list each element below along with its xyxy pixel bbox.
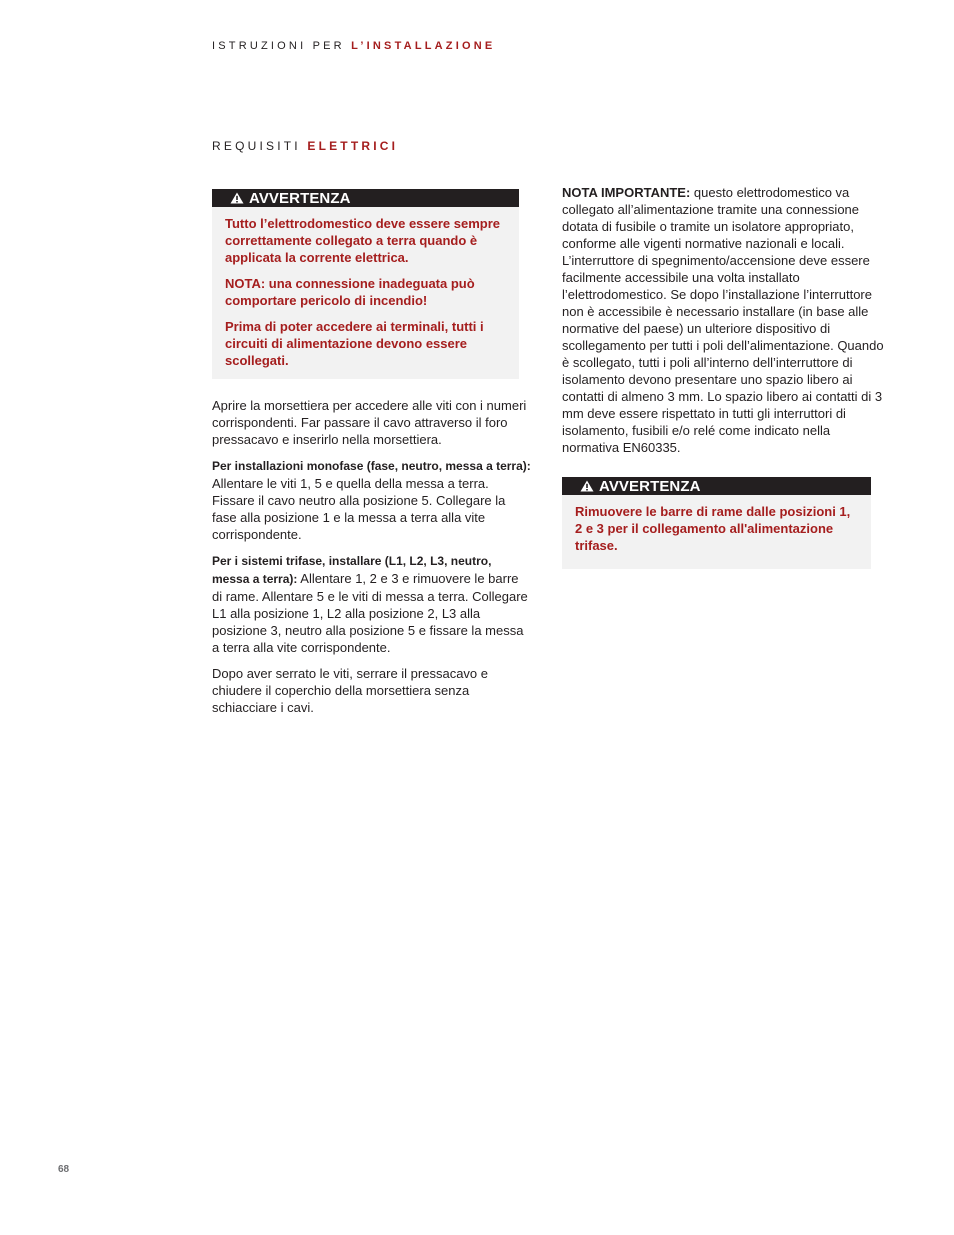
- warning-box: [212, 189, 519, 379]
- warning-body: [212, 207, 519, 369]
- warning-title: AVVERTENZA: [599, 477, 701, 495]
- warning-paragraph: Tutto l’elettrodomestico deve essere sempre correttamente collegato a terra quando è applicata la corrente elettrica.: [225, 216, 501, 265]
- single-phase-paragraph: [212, 457, 532, 543]
- warning-paragraph: Prima di poter accedere ai terminali, tutti i circuiti di alimentazione devono essere scollegati.: [225, 319, 484, 368]
- installation-text: [212, 397, 532, 716]
- warning-body: [562, 495, 871, 554]
- closing-paragraph: Dopo aver serrato le viti, serrare il pressacavo e chiudere il coperchio della morsettiera senza schiacciare i cavi.: [212, 666, 489, 715]
- left-column: [212, 189, 532, 725]
- warning-header: [562, 477, 871, 495]
- warning-paragraph: Rimuovere le barre di rame dalle posizioni 1, 2 e 3 per il collegamento all'alimentazione trifase.: [575, 504, 851, 553]
- warning-title: AVVERTENZA: [249, 189, 351, 207]
- three-phase-text: Allentare 1, 2 e 3 e rimuovere le barre di rame. Allentare 5 e le viti di messa a terra. Collegare L1 alla posizione 1, L2 alla posizione 2, L3 alla posizione 3, neutro alla posizione 5 e fissare la messa a terra alla vite corrispondente.: [212, 571, 528, 655]
- note-lead: NOTA IMPORTANTE:: [562, 185, 691, 200]
- header-prefix: ISTRUZIONI PER: [212, 40, 345, 52]
- right-column: [562, 184, 884, 569]
- three-phase-lead: Per i sistemi trifase, installare (L1, L2, L3, neutro, messa a terra):: [212, 554, 492, 586]
- three-phase-paragraph: [212, 552, 532, 656]
- warning-header: [212, 189, 519, 207]
- single-phase-text: Allentare le viti 1, 5 e quella della messa a terra. Fissare il cavo neutro alla posizione 5. Collegare la fase alla posizione 1 e la messa a terra alla vite corrispondente.: [212, 476, 506, 542]
- warning-triangle-icon: [230, 192, 244, 204]
- header-highlight: L’INSTALLAZIONE: [351, 40, 496, 52]
- note-text: questo elettrodomestico va collegato all’alimentazione tramite una connessione dotata di fusibile o tramite un isolatore appropriato, conforme alle vigenti normative nazionali e locali. L’interruttore di spegnimento/accensione deve essere facilmente accessibile una volta installato l’elettrodomestico. Se dopo l’installazione l’interruttore non è accessibile è necessario installare (in base alle normative del paese) un ulteriore dispositivo di scollegamento per tutti i poli dell’alimentazione. Quando è scollegato, tutti i poli all’interno dell’interruttore di isolamento devono presentare uno spazio libero ai contatti di almeno 3 mm. Lo spazio libero ai contatti di 3 mm deve essere rispettato in tutti gli interruttori di isolamento, fusibili e/o relé come indicato nella normativa EN60335.: [562, 185, 884, 455]
- page-header: [212, 40, 495, 52]
- section-title-prefix: REQUISITI: [212, 139, 301, 153]
- single-phase-lead: Per installazioni monofase (fase, neutro, messa a terra):: [212, 459, 531, 473]
- warning-paragraph: NOTA: una connessione inadeguata può comportare pericolo di incendio!: [225, 276, 475, 308]
- page-number: 68: [58, 1164, 70, 1175]
- intro-paragraph: Aprire la morsettiera per accedere alle viti con i numeri corrispondenti. Far passare il cavo attraverso il foro pressacavo e inserirlo nella morsettiera.: [212, 398, 527, 447]
- note-paragraph: [562, 184, 884, 456]
- section-title: [212, 139, 398, 153]
- important-note: [562, 184, 884, 456]
- warning-triangle-icon: [580, 480, 594, 492]
- warning-box-trifase: [562, 477, 871, 569]
- section-title-highlight: ELETTRICI: [307, 139, 399, 153]
